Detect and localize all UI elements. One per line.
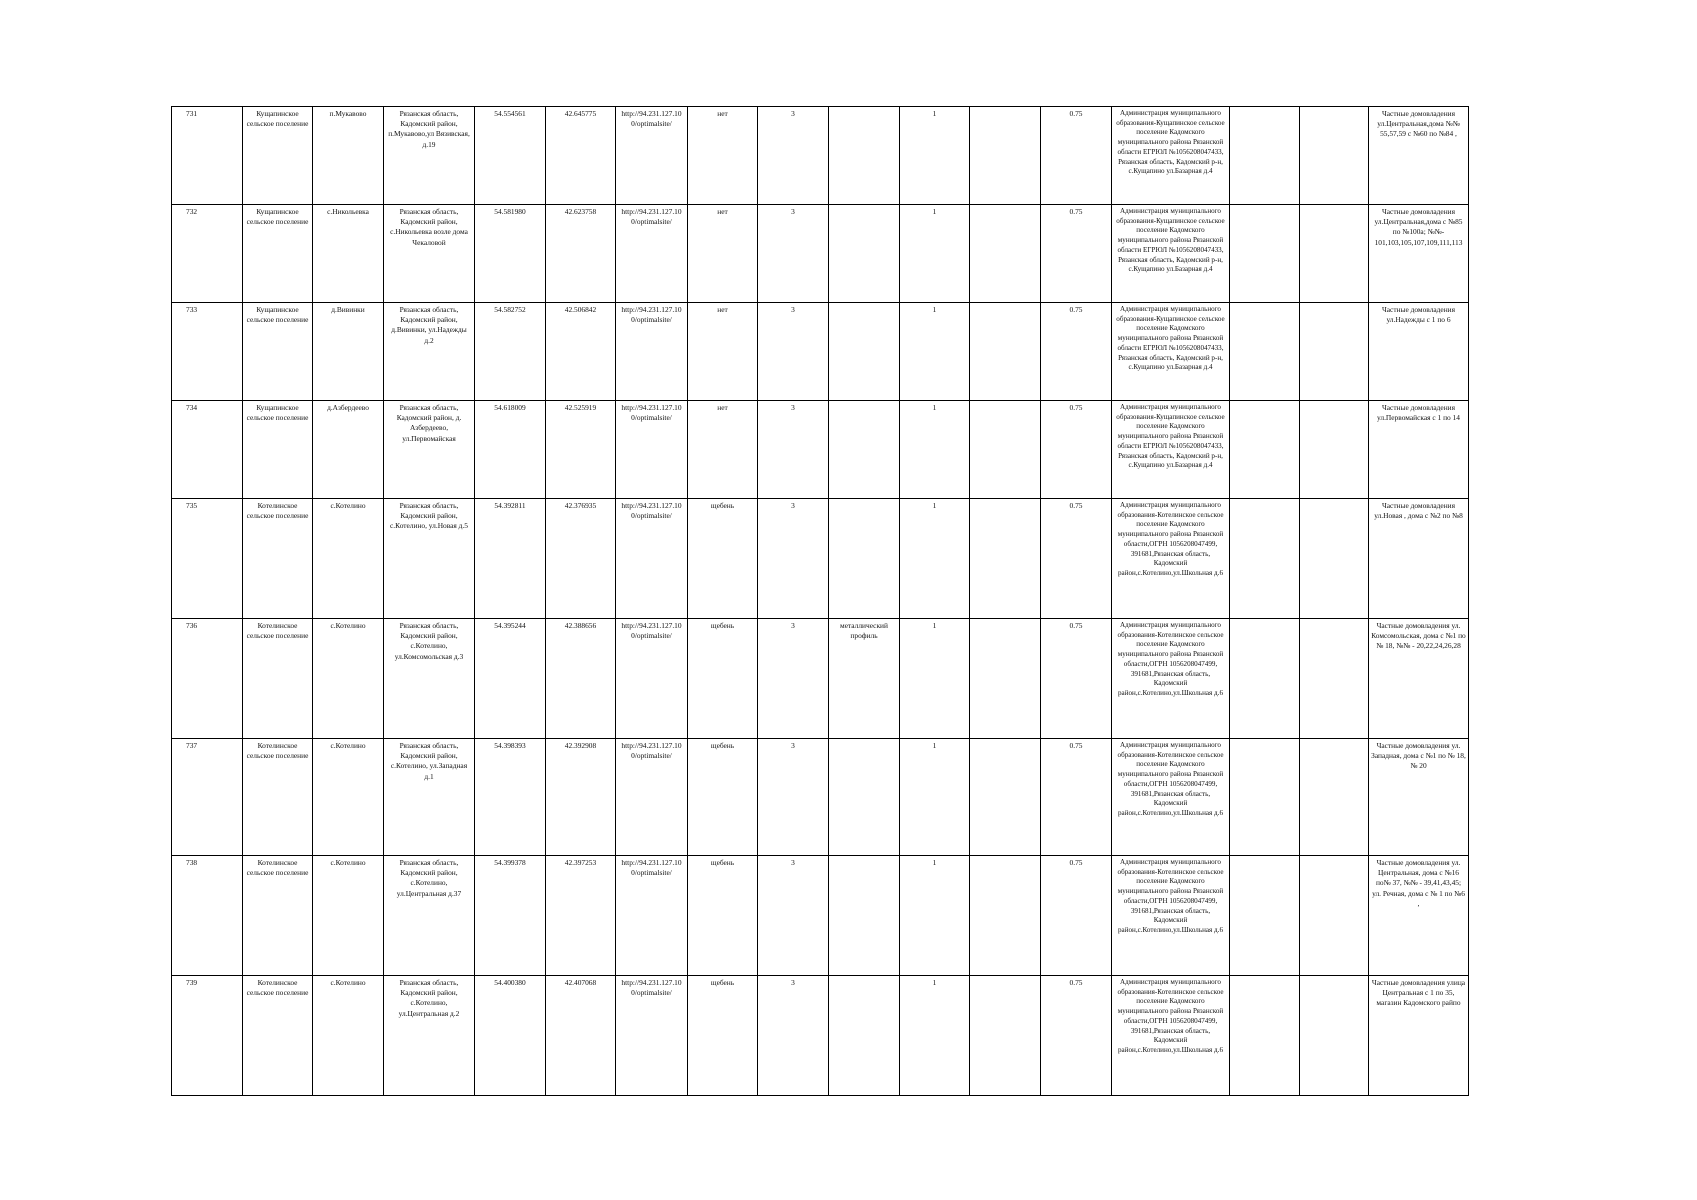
cell-empty — [1230, 976, 1300, 1096]
cell-settlement: Котелинское сельское поселение — [243, 976, 313, 1096]
cell-latitude: 54.399378 — [475, 856, 546, 976]
cell-empty — [1300, 976, 1369, 1096]
cell-latitude: 54.581980 — [475, 205, 546, 303]
cell-locality: с.Котелино — [313, 856, 384, 976]
table-row — [172, 976, 1469, 1096]
cell-container-volume: 0.75 — [1041, 739, 1112, 856]
cell-fence-material — [829, 976, 900, 1096]
cell-locality: п.Мукавово — [313, 107, 384, 205]
cell-area: 3 — [758, 205, 829, 303]
cell-number: 739 — [172, 976, 243, 1096]
cell-area: 3 — [758, 976, 829, 1096]
cell-area: 3 — [758, 401, 829, 499]
cell-map-link: http://94.231.127.10 0/optimalsite/ — [616, 619, 688, 739]
cell-area: 3 — [758, 107, 829, 205]
cell-surface: нет — [688, 205, 758, 303]
cell-longitude: 42.525919 — [546, 401, 616, 499]
cell-surface: нет — [688, 107, 758, 205]
cell-locality: с.Котелино — [313, 739, 384, 856]
cell-latitude: 54.392811 — [475, 499, 546, 619]
cell-fence-material — [829, 205, 900, 303]
cell-settlement: Котелинское сельское поселение — [243, 856, 313, 976]
cell-number: 733 — [172, 303, 243, 401]
cell-map-link: http://94.231.127.10 0/optimalsite/ — [616, 205, 688, 303]
cell-settlement: Кущапинское сельское поселение — [243, 401, 313, 499]
cell-owner: Администрация муниципального образования-Котелинское сельское поселение Кадомского муниципального района Рязанской области,ОГРН 1056208047499, 391681,Рязанская область, Кадомский район,с.Котелино,ул.Школьная д.6 — [1112, 499, 1230, 619]
cell-container-count: 1 — [900, 401, 970, 499]
cell-latitude: 54.400380 — [475, 976, 546, 1096]
cell-settlement: Кущапинское сельское поселение — [243, 205, 313, 303]
cell-owner: Администрация муниципального образования-Кущапинское сельское поселение Кадомского муниципального района Рязанской области ЕГРЮЛ №1056208047433, Рязанская область, Кадомский р-н, с.Кущапино ул.Базарная д.4 — [1112, 205, 1230, 303]
cell-address: Рязанская область, Кадомский район, с.Котелино, ул.Центральная д.37 — [384, 856, 475, 976]
cell-latitude: 54.395244 — [475, 619, 546, 739]
cell-owner: Администрация муниципального образования-Кущапинское сельское поселение Кадомского муниципального района Рязанской области ЕГРЮЛ №1056208047433, Рязанская область, Кадомский р-н, с.Кущапино ул.Базарная д.4 — [1112, 303, 1230, 401]
cell-number: 737 — [172, 739, 243, 856]
cell-container-count: 1 — [900, 303, 970, 401]
cell-empty — [970, 739, 1041, 856]
cell-locality: с.Котелино — [313, 499, 384, 619]
cell-container-volume: 0.75 — [1041, 107, 1112, 205]
cell-waste-sources: Частные домовладения улица Центральная с 1 по 35, магазин Кадомского райпо — [1369, 976, 1469, 1096]
cell-waste-sources: Частные домовладения ул. Центральная, дома с №16 по№ 37, №№ - 39,41,43,45; ул. Речная, дома с № 1 по №6 , — [1369, 856, 1469, 976]
cell-empty — [970, 619, 1041, 739]
cell-number: 738 — [172, 856, 243, 976]
table-row — [172, 739, 1469, 856]
cell-empty — [1230, 107, 1300, 205]
table-row — [172, 619, 1469, 739]
cell-fence-material — [829, 107, 900, 205]
table-row — [172, 303, 1469, 401]
cell-empty — [970, 107, 1041, 205]
cell-surface: щебень — [688, 856, 758, 976]
cell-address: Рязанская область, Кадомский район, с.Котелино, ул.Западная д.1 — [384, 739, 475, 856]
cell-address: Рязанская область, Кадомский район, д.Вивинки, ул.Надежды д.2 — [384, 303, 475, 401]
cell-settlement: Котелинское сельское поселение — [243, 499, 313, 619]
cell-owner: Администрация муниципального образования-Котелинское сельское поселение Кадомского муниципального района Рязанской области,ОГРН 1056208047499, 391681,Рязанская область, Кадомский район,с.Котелино,ул.Школьная д.6 — [1112, 856, 1230, 976]
cell-waste-sources: Частные домовладения ул. Западная, дома с №1 по № 18, № 20 — [1369, 739, 1469, 856]
cell-container-volume: 0.75 — [1041, 499, 1112, 619]
cell-container-count: 1 — [900, 976, 970, 1096]
cell-map-link: http://94.231.127.10 0/optimalsite/ — [616, 976, 688, 1096]
cell-empty — [970, 976, 1041, 1096]
cell-locality: д.Вивинки — [313, 303, 384, 401]
cell-area: 3 — [758, 739, 829, 856]
cell-waste-sources: Частные домовладения ул.Новая , дома с №2 по №8 — [1369, 499, 1469, 619]
cell-settlement: Кущапинское сельское поселение — [243, 303, 313, 401]
cell-empty — [1300, 499, 1369, 619]
table-row — [172, 205, 1469, 303]
cell-empty — [1300, 401, 1369, 499]
cell-fence-material — [829, 303, 900, 401]
cell-number: 734 — [172, 401, 243, 499]
cell-waste-sources: Частные домовладения ул.Надежды с 1 по 6 — [1369, 303, 1469, 401]
cell-longitude: 42.392908 — [546, 739, 616, 856]
cell-map-link: http://94.231.127.10 0/optimalsite/ — [616, 401, 688, 499]
cell-address: Рязанская область, Кадомский район, д. Азбердеево, ул.Первомайская — [384, 401, 475, 499]
cell-empty — [970, 856, 1041, 976]
cell-longitude: 42.506842 — [546, 303, 616, 401]
cell-number: 732 — [172, 205, 243, 303]
cell-empty — [1230, 619, 1300, 739]
cell-longitude: 42.407068 — [546, 976, 616, 1096]
cell-locality: с.Никольевка — [313, 205, 384, 303]
cell-locality: с.Котелино — [313, 976, 384, 1096]
cell-container-volume: 0.75 — [1041, 619, 1112, 739]
cell-number: 735 — [172, 499, 243, 619]
cell-empty — [1300, 107, 1369, 205]
cell-surface: щебень — [688, 619, 758, 739]
cell-empty — [970, 499, 1041, 619]
cell-container-count: 1 — [900, 499, 970, 619]
cell-map-link: http://94.231.127.10 0/optimalsite/ — [616, 303, 688, 401]
waste-sites-table — [171, 106, 1469, 1096]
cell-owner: Администрация муниципального образования-Котелинское сельское поселение Кадомского муниципального района Рязанской области,ОГРН 1056208047499, 391681,Рязанская область, Кадомский район,с.Котелино,ул.Школьная д.6 — [1112, 976, 1230, 1096]
cell-owner: Администрация муниципального образования-Кущапинское сельское поселение Кадомского муниципального района Рязанской области ЕГРЮЛ №1056208047433, Рязанская область, Кадомский р-н, с.Кущапино ул.Базарная д.4 — [1112, 107, 1230, 205]
cell-empty — [1300, 619, 1369, 739]
cell-waste-sources: Частные домовладения ул.Центральная,дома №№ 55,57,59 с №60 по №84 , — [1369, 107, 1469, 205]
cell-surface: щебень — [688, 976, 758, 1096]
cell-address: Рязанская область, Кадомский район, с.Котелино, ул.Новая д.5 — [384, 499, 475, 619]
cell-surface: нет — [688, 303, 758, 401]
cell-area: 3 — [758, 499, 829, 619]
cell-container-volume: 0.75 — [1041, 401, 1112, 499]
cell-map-link: http://94.231.127.10 0/optimalsite/ — [616, 739, 688, 856]
cell-longitude: 42.388656 — [546, 619, 616, 739]
cell-latitude: 54.554561 — [475, 107, 546, 205]
cell-empty — [1300, 856, 1369, 976]
cell-address: Рязанская область, Кадомский район, с.Котелино, ул.Комсомольская д.3 — [384, 619, 475, 739]
cell-container-count: 1 — [900, 619, 970, 739]
cell-empty — [970, 303, 1041, 401]
table-row — [172, 856, 1469, 976]
cell-address: Рязанская область, Кадомский район, с.Никольевка возле дома Чекаловой — [384, 205, 475, 303]
cell-empty — [1230, 739, 1300, 856]
cell-container-volume: 0.75 — [1041, 856, 1112, 976]
cell-locality: с.Котелино — [313, 619, 384, 739]
cell-map-link: http://94.231.127.10 0/optimalsite/ — [616, 499, 688, 619]
cell-latitude: 54.582752 — [475, 303, 546, 401]
cell-longitude: 42.397253 — [546, 856, 616, 976]
cell-owner: Администрация муниципального образования-Котелинское сельское поселение Кадомского муниципального района Рязанской области,ОГРН 1056208047499, 391681,Рязанская область, Кадомский район,с.Котелино,ул.Школьная д.6 — [1112, 619, 1230, 739]
cell-latitude: 54.618009 — [475, 401, 546, 499]
cell-waste-sources: Частные домовладения ул. Комсомольская, дома с №1 по № 18, №№ - 20,22,24,26,28 — [1369, 619, 1469, 739]
table-row — [172, 107, 1469, 205]
cell-container-volume: 0.75 — [1041, 303, 1112, 401]
cell-empty — [1230, 205, 1300, 303]
cell-empty — [1230, 856, 1300, 976]
cell-number: 736 — [172, 619, 243, 739]
cell-empty — [1230, 401, 1300, 499]
cell-fence-material — [829, 499, 900, 619]
cell-map-link: http://94.231.127.10 0/optimalsite/ — [616, 856, 688, 976]
cell-fence-material — [829, 856, 900, 976]
cell-surface: щебень — [688, 499, 758, 619]
cell-waste-sources: Частные домовладения ул.Центральная,дома с №85 по №100а; №№- 101,103,105,107,109,111,113 — [1369, 205, 1469, 303]
cell-latitude: 54.398393 — [475, 739, 546, 856]
cell-empty — [1230, 303, 1300, 401]
cell-empty — [970, 205, 1041, 303]
cell-container-count: 1 — [900, 856, 970, 976]
cell-settlement: Кущапинское сельское поселение — [243, 107, 313, 205]
cell-empty — [1230, 499, 1300, 619]
table-row — [172, 401, 1469, 499]
cell-container-volume: 0.75 — [1041, 976, 1112, 1096]
cell-container-count: 1 — [900, 205, 970, 303]
cell-map-link: http://94.231.127.10 0/optimalsite/ — [616, 107, 688, 205]
cell-area: 3 — [758, 619, 829, 739]
cell-waste-sources: Частные домовладения ул.Первомайская с 1 по 14 — [1369, 401, 1469, 499]
cell-longitude: 42.376935 — [546, 499, 616, 619]
table-row — [172, 499, 1469, 619]
cell-empty — [1300, 205, 1369, 303]
cell-owner: Администрация муниципального образования-Котелинское сельское поселение Кадомского муниципального района Рязанской области,ОГРН 1056208047499, 391681,Рязанская область, Кадомский район,с.Котелино,ул.Школьная д.6 — [1112, 739, 1230, 856]
cell-fence-material: металлический профиль — [829, 619, 900, 739]
cell-empty — [970, 401, 1041, 499]
cell-surface: нет — [688, 401, 758, 499]
cell-longitude: 42.623758 — [546, 205, 616, 303]
cell-container-count: 1 — [900, 107, 970, 205]
cell-address: Рязанская область, Кадомский район, п.Мукавово,ул Вязивская, д.19 — [384, 107, 475, 205]
cell-locality: д.Азбердеево — [313, 401, 384, 499]
cell-settlement: Котелинское сельское поселение — [243, 739, 313, 856]
cell-number: 731 — [172, 107, 243, 205]
cell-settlement: Котелинское сельское поселение — [243, 619, 313, 739]
cell-area: 3 — [758, 303, 829, 401]
cell-fence-material — [829, 739, 900, 856]
cell-container-count: 1 — [900, 739, 970, 856]
cell-address: Рязанская область, Кадомский район, с.Котелино, ул.Центральная д.2 — [384, 976, 475, 1096]
cell-empty — [1300, 739, 1369, 856]
cell-surface: щебень — [688, 739, 758, 856]
cell-empty — [1300, 303, 1369, 401]
cell-fence-material — [829, 401, 900, 499]
cell-container-volume: 0.75 — [1041, 205, 1112, 303]
cell-owner: Администрация муниципального образования-Кущапинское сельское поселение Кадомского муниципального района Рязанской области ЕГРЮЛ №1056208047433, Рязанская область, Кадомский р-н, с.Кущапино ул.Базарная д.4 — [1112, 401, 1230, 499]
cell-longitude: 42.645775 — [546, 107, 616, 205]
cell-area: 3 — [758, 856, 829, 976]
